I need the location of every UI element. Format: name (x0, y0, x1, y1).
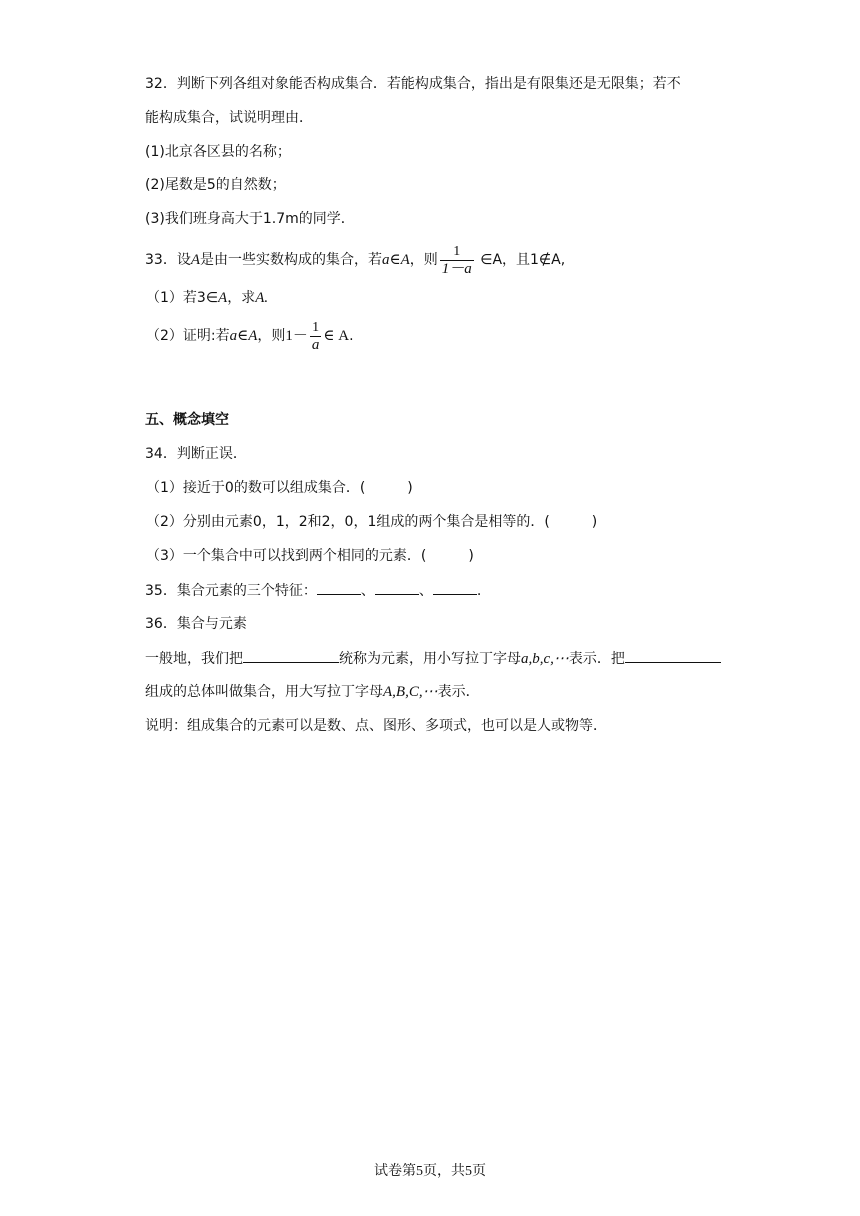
q34-part1: （1）接近于0的数可以组成集合．( ) (146, 480, 413, 496)
q36-blank-1 (243, 648, 339, 663)
q35-blank-2 (375, 580, 419, 595)
q33-p2-a: a∈A (229, 328, 258, 344)
q33-stem (145, 242, 565, 278)
q33-fraction (440, 244, 474, 277)
q33-stem-mid1: 是由一些实数构成的集合，若 (200, 252, 382, 268)
q33-stem-post: ∈A，且1∉A, (480, 252, 566, 268)
q33-stem-pre: 33．设 (145, 252, 191, 268)
q33-a-in-A: a∈A (382, 252, 410, 268)
q32-stem-line1: 32．判断下列各组对象能否构成集合．若能构成集合，指出是有限集还是无限集；若不 (145, 76, 681, 92)
q36-l1-mid: 统称为元素，用小写拉丁字母 (339, 651, 521, 667)
q33-set-A: A (190, 252, 200, 268)
q36-blank-2 (625, 648, 721, 663)
q33-p1-A: A (218, 290, 228, 306)
q36-note: 说明：组成集合的元素可以是数、点、图形、多项式，也可以是人或物等． (145, 718, 607, 734)
q35-blank-1 (317, 580, 361, 595)
page-footer: 试卷第5页，共5页 (374, 1164, 486, 1179)
q33-part1 (146, 288, 268, 308)
q36-line2 (145, 682, 480, 702)
q33-p1-post: ，求 (227, 290, 256, 306)
q34-stem: 34．判断正误． (145, 446, 247, 462)
q33-p2-expr-post: ∈ A (323, 328, 350, 344)
section-title: 五、概念填空 (145, 412, 229, 428)
q33-p2-end: . (349, 328, 354, 344)
q33-part2 (146, 318, 354, 354)
q33-frac-num: 1 (440, 244, 474, 261)
q36-l2-post: 表示． (437, 684, 480, 700)
q33-p2-fraction (310, 320, 322, 353)
q33-frac-den: 1－a (441, 260, 472, 277)
q32-part2: (2)尾数是5的自然数； (145, 177, 286, 193)
q33-p2-frac-den: a (311, 336, 320, 353)
q32-part3: (3)我们班身高大于1.7m的同学． (145, 211, 355, 227)
q36-l2-letters: A,B,C,⋯ (383, 684, 438, 700)
q36-l2-pre: 组成的总体叫做集合，用大写拉丁字母 (145, 684, 383, 700)
q35-end: . (476, 583, 482, 599)
q36-line1 (145, 648, 721, 669)
q35-sep1: 、 (360, 583, 375, 599)
q33-p2-mid: ，则 (257, 328, 286, 344)
q35-blank-3 (433, 580, 477, 595)
q36-l1-pre: 一般地，我们把 (145, 651, 243, 667)
q36-l1-letters: a,b,c,⋯ (521, 651, 569, 667)
q33-p1-A2: A. (255, 290, 269, 306)
q36-l1-post: 表示．把 (568, 651, 625, 667)
q35-line (145, 580, 481, 601)
q33-p2-expr-pre: 1－ (285, 328, 308, 344)
q34-part3: （3）一个集合中可以找到两个相同的元素．( ) (146, 548, 474, 564)
q33-p2-pre: （2）证明:若 (146, 328, 230, 344)
q34-part2: （2）分别由元素0，1，2和2，0，1组成的两个集合是相等的．( ) (146, 514, 598, 530)
q33-p1-pre: （1）若3∈ (146, 290, 219, 306)
q33-p2-frac-num: 1 (310, 320, 322, 337)
q33-stem-mid2: ，则 (409, 252, 438, 268)
q35-sep2: 、 (418, 583, 433, 599)
q32-stem-line2: 能构成集合，试说明理由． (145, 110, 313, 126)
q35-stem: 35．集合元素的三个特征： (145, 583, 317, 599)
q36-stem: 36．集合与元素 (145, 616, 247, 632)
q32-part1: (1)北京各区县的名称； (145, 144, 291, 160)
